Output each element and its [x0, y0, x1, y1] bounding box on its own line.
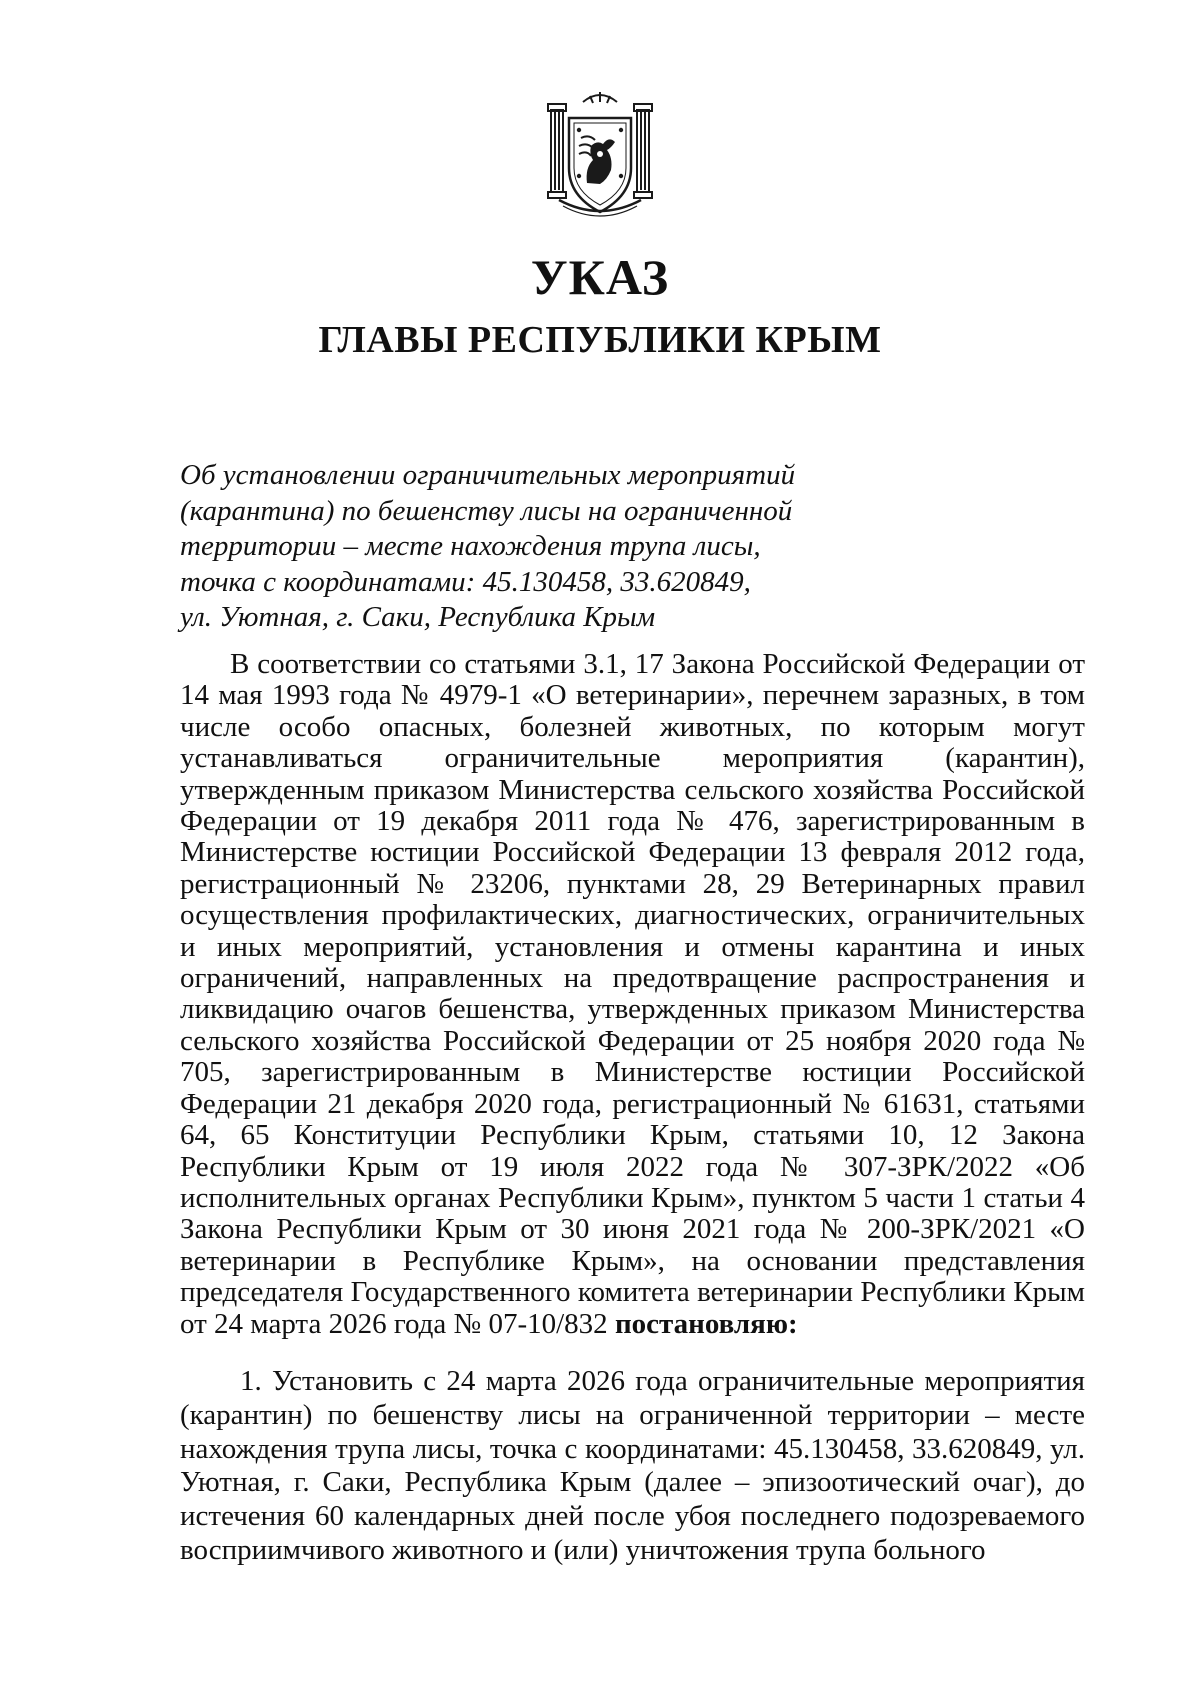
decree-word: постановляю:: [614, 1307, 798, 1340]
clause-1: 1. Установить с 24 марта 2026 года ограничительные мероприятия (карантин) по бешенству лисы на ограниченной территории – месте нахождения трупа лисы, точка с координатами: 45.130458, 33.620849, ул. Уютная, г. Саки, Республика Крым (далее – эпизоотический очаг), до истечения 60 календарных дней после убоя последнего подозреваемого восприимчивого животного и (или) уничтожения трупа больного: [180, 1365, 1085, 1566]
preamble-text: В соответствии со статьями 3.1, 17 Закона Российской Федерации от 14 мая 1993 года № 4979-1 «О ветеринарии», перечнем заразных, в том числе особо опасных, болезней животных, по которым могут устанавливаться ограничительные мероприятия (карантин), утвержденным приказом Министерства сельского хозяйства Российской Федерации от 19 декабря 2011 года № 476, зарегистрированным в Министерстве юстиции Российской Федерации 13 февраля 2012 года, регистрационный № 23206, пунктами 28, 29 Ветеринарных правил осуществления профилактических, диагностических, ограничительных и иных мероприятий, установления и отмены карантина и иных ограничений, направленных на предотвращение распространения и ликвидацию очагов бешенства, утвержденных приказом Министерства сельского хозяйства Российской Федерации от 25 ноября 2020 года № 705, зарегистрированным в Министерстве юстиции Российской Федерации 21 декабря 2020 года, регистрационный № 61631, статьями 64, 65 Конституции Республики Крым, статьями 10, 12 Закона Республики Крым от 19 июля 2022 года № 307-ЗРК/2022 «Об исполнительных органах Республики Крым», пунктом 5 части 1 статьи 4 Закона Республики Крым от 30 июня 2021 года № 200-ЗРК/2021 «О ветеринарии в Республике Крым», на основании представления председателя Государственного комитета ветеринарии Республики Крым от 24 марта 2026 года № 07-10/832: [180, 648, 1085, 1340]
subject-line: Об установлении ограничительных мероприятий: [180, 459, 796, 491]
subject-line: территории – месте нахождения трупа лисы,: [180, 530, 761, 562]
crimea-coat-of-arms-icon: [545, 88, 655, 224]
preamble-paragraph: [180, 649, 1085, 1340]
document-subtitle: ГЛАВЫ РЕСПУБЛИКИ КРЫМ: [318, 319, 882, 361]
subject-line: ул. Уютная, г. Саки, Республика Крым: [180, 601, 656, 633]
document-subject: [180, 458, 820, 636]
document-title: УКАЗ: [530, 249, 670, 305]
subject-line: (карантина) по бешенству лисы на ограниченной: [180, 494, 793, 527]
subject-line: точка с координатами: 45.130458, 33.620849,: [180, 565, 751, 598]
